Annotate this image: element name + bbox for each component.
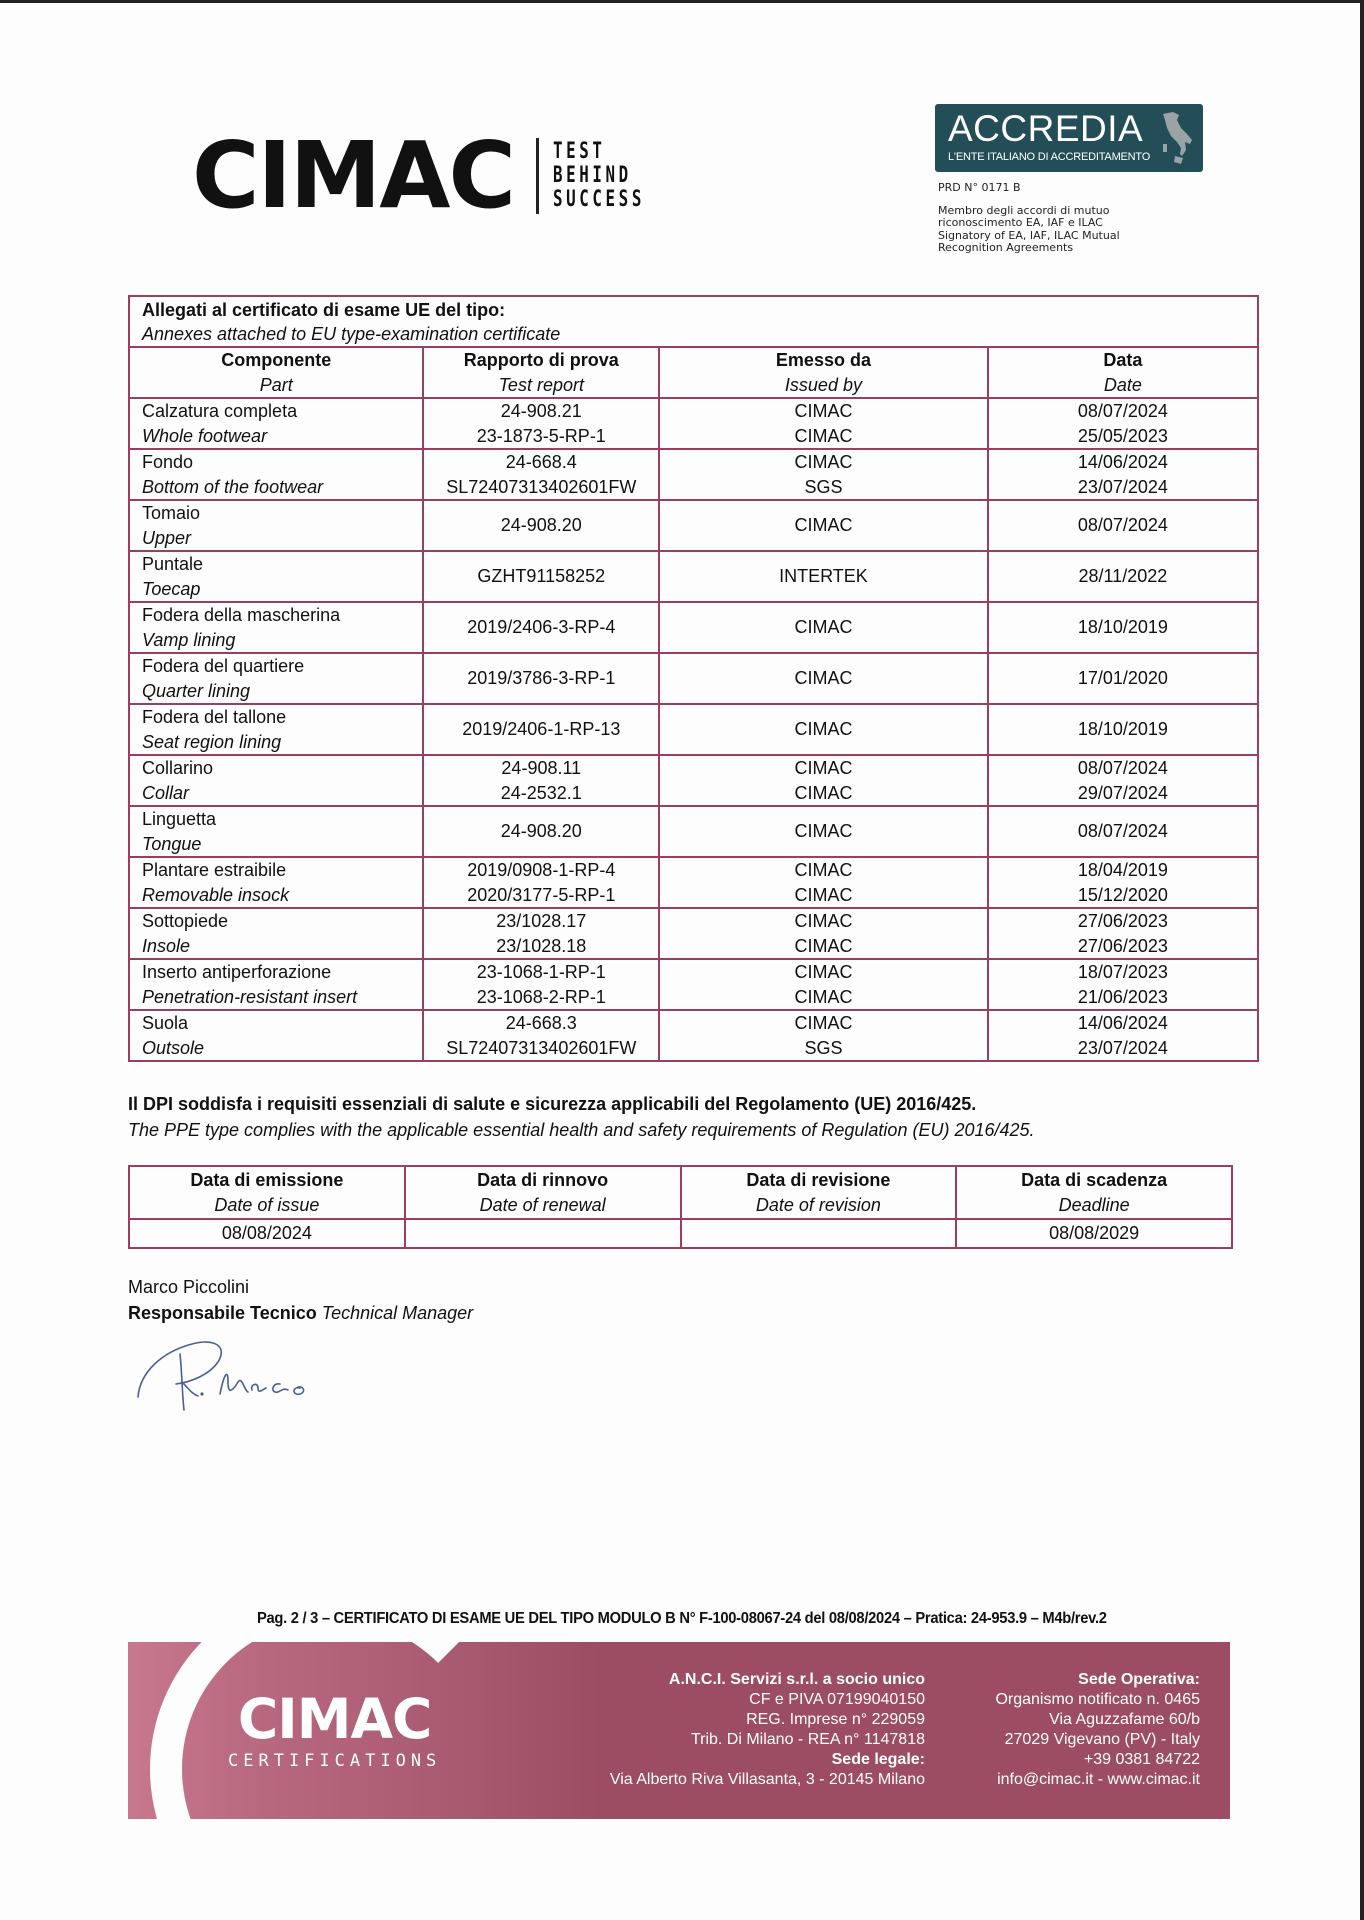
issuer-name: SGS	[804, 476, 843, 497]
issuer-name: CIMAC	[794, 758, 853, 778]
date-cell	[988, 806, 1258, 857]
test-report-number: 23/1028.17	[496, 911, 587, 931]
header-issue-date	[129, 1166, 405, 1219]
test-report-number: 24-908.20	[500, 515, 582, 536]
test-report-number: 24-908.21	[500, 401, 582, 421]
part-cell	[129, 653, 423, 704]
annex-header-row	[129, 347, 1258, 398]
header-en: Date of renewal	[479, 1194, 606, 1215]
part-name-it: Linguetta	[142, 809, 217, 829]
date-cell	[988, 551, 1258, 602]
issuer-name: CIMAC	[794, 452, 853, 472]
part-cell	[129, 806, 423, 857]
cimac-certifications-logo	[228, 1687, 442, 1771]
report-date: 15/12/2020	[1077, 884, 1168, 905]
date-cell	[988, 602, 1258, 653]
issuer-name: CIMAC	[794, 617, 853, 638]
header-en: Part	[259, 374, 293, 395]
header-it: Data di scadenza	[1021, 1170, 1168, 1190]
part-name-en: Penetration-resistant insert	[142, 986, 358, 1007]
test-report-number: 24-2532.1	[500, 782, 582, 803]
dates-header-row	[129, 1166, 1232, 1219]
operations-line: Organismo notificato n. 0465	[995, 1691, 1200, 1708]
operations-head: Sede Operativa:	[1078, 1671, 1200, 1688]
part-cell	[129, 551, 423, 602]
test-report-cell	[423, 398, 659, 449]
test-report-number: 24-668.3	[505, 1013, 577, 1033]
test-report-cell	[423, 857, 659, 908]
test-report-number: 2019/0908-1-RP-4	[467, 860, 616, 880]
part-name-it: Puntale	[142, 554, 204, 574]
part-name-en: Quarter lining	[142, 680, 251, 701]
signer-role-en: Technical Manager	[321, 1303, 474, 1323]
test-report-number: 24-668.4	[505, 452, 577, 472]
table-row	[129, 551, 1258, 602]
date-cell	[988, 704, 1258, 755]
part-name-it: Inserto antiperforazione	[142, 962, 332, 982]
report-date: 08/07/2024	[1077, 401, 1168, 421]
header-it: Rapporto di prova	[463, 350, 619, 370]
cimac-logo-word: CIMAC	[192, 122, 515, 229]
annex-caption-it: Allegati al certificato di esame UE del tipo:	[142, 300, 506, 320]
part-name-en: Whole footwear	[142, 425, 268, 446]
issuer-name: CIMAC	[794, 401, 853, 421]
issuer-cell	[659, 500, 988, 551]
date-cell	[988, 449, 1258, 500]
issuer-cell	[659, 704, 988, 755]
table-row	[129, 653, 1258, 704]
logo-divider	[536, 138, 539, 214]
signature-image	[132, 1332, 352, 1417]
test-report-number: 23-1873-5-RP-1	[476, 425, 606, 446]
prd-number: PRD N° 0171 B	[938, 181, 1021, 194]
banner-logo-word: CIMAC	[237, 1687, 432, 1751]
issuer-cell	[659, 653, 988, 704]
annex-caption	[129, 296, 1258, 347]
header-en: Deadline	[1058, 1194, 1130, 1215]
header-deadline	[956, 1166, 1232, 1219]
test-report-cell	[423, 908, 659, 959]
issuer-cell	[659, 398, 988, 449]
issuer-name: CIMAC	[794, 986, 853, 1007]
annex-caption-en: Annexes attached to EU type-examination certificate	[142, 323, 561, 344]
company-line: Trib. Di Milano - REA n° 1147818	[690, 1731, 925, 1748]
operations-line: 27029 Vigevano (PV) - Italy	[1004, 1731, 1200, 1748]
signer-block	[128, 1274, 473, 1326]
issuer-cell	[659, 908, 988, 959]
issuer-cell	[659, 857, 988, 908]
annex-body	[129, 398, 1258, 1061]
window-scrollbar[interactable]	[1360, 0, 1364, 1920]
test-report-cell	[423, 806, 659, 857]
part-cell	[129, 857, 423, 908]
issuer-name: CIMAC	[794, 515, 853, 536]
part-name-en: Vamp lining	[142, 629, 236, 650]
compliance-en: The PPE type complies with the applicable essential health and safety requirements of Regulation (EU) 2016/425.	[128, 1120, 1035, 1140]
window-top-border	[0, 0, 1364, 3]
report-date: 08/07/2024	[1077, 515, 1168, 536]
operations-contact-link[interactable]: info@cimac.it - www.cimac.it	[997, 1771, 1200, 1788]
issuer-name: CIMAC	[794, 935, 853, 956]
report-date: 08/07/2024	[1077, 821, 1168, 842]
report-date: 17/01/2020	[1077, 668, 1168, 689]
signer-name: Marco Piccolini	[128, 1277, 250, 1297]
part-name-en: Collar	[142, 782, 190, 803]
page-footer-text: Pag. 2 / 3 – CERTIFICATO DI ESAME UE DEL TIPO MODULO B N° F-100-08067-24 del 08/08/2024 – Pratica: 24-953.9 – M4b/rev.2	[257, 1610, 1107, 1627]
issuer-name: CIMAC	[794, 782, 853, 803]
date-cell	[988, 857, 1258, 908]
test-report-number: 23/1028.18	[496, 935, 587, 956]
operations-line: +39 0381 84722	[1083, 1751, 1200, 1768]
report-date: 18/07/2023	[1077, 962, 1168, 982]
tagline-line: SUCCESS	[553, 187, 645, 212]
renewal-date-value	[405, 1219, 681, 1248]
signer-role	[128, 1300, 473, 1326]
issue-date-value: 08/08/2024	[129, 1219, 405, 1248]
issuer-name: CIMAC	[794, 821, 853, 842]
italy-map-icon	[1159, 110, 1195, 166]
accredia-subtitle: L'ENTE ITALIANO DI ACCREDITAMENTO	[948, 151, 1151, 163]
issuer-cell	[659, 1010, 988, 1061]
test-report-number: 2020/3177-5-RP-1	[467, 884, 616, 905]
test-report-cell	[423, 602, 659, 653]
part-name-it: Calzatura completa	[142, 401, 298, 421]
table-row	[129, 857, 1258, 908]
header-renewal-date	[405, 1166, 681, 1219]
table-row	[129, 602, 1258, 653]
header-en: Date of revision	[755, 1194, 881, 1215]
test-report-number: 24-908.11	[501, 758, 582, 778]
accredia-info-line: riconoscimento EA, IAF e ILAC	[938, 216, 1103, 229]
issuer-cell	[659, 449, 988, 500]
test-report-cell	[423, 959, 659, 1010]
report-date: 14/06/2024	[1077, 1013, 1168, 1033]
part-name-it: Fodera della mascherina	[142, 605, 341, 625]
header-it: Componente	[221, 350, 332, 370]
report-date: 18/10/2019	[1077, 719, 1168, 740]
accredia-name: ACCREDIA	[948, 108, 1144, 149]
part-name-en: Upper	[142, 527, 192, 548]
report-date: 29/07/2024	[1077, 782, 1168, 803]
annex-caption-row	[129, 296, 1258, 347]
report-date: 21/06/2023	[1077, 986, 1168, 1007]
legal-head: Sede legale:	[831, 1751, 925, 1768]
part-name-it: Fondo	[142, 452, 194, 472]
report-date: 23/07/2024	[1077, 1037, 1168, 1058]
legal-address: Via Alberto Riva Villasanta, 3 - 20145 Milano	[609, 1771, 925, 1788]
part-cell	[129, 602, 423, 653]
report-date: 18/10/2019	[1077, 617, 1168, 638]
test-report-cell	[423, 449, 659, 500]
table-row	[129, 398, 1258, 449]
test-report-number: 2019/3786-3-RP-1	[467, 668, 616, 689]
report-date: 25/05/2023	[1077, 425, 1168, 446]
table-row	[129, 1010, 1258, 1061]
operations-address	[995, 1670, 1200, 1790]
test-report-number: 24-908.20	[500, 821, 582, 842]
test-report-cell	[423, 500, 659, 551]
table-row	[129, 704, 1258, 755]
test-report-number: SL72407313402601FW	[446, 476, 637, 497]
revision-date-value	[681, 1219, 957, 1248]
signer-role-it: Responsabile Tecnico	[128, 1303, 317, 1323]
accredia-info-line: Recognition Agreements	[938, 241, 1074, 254]
issuer-name: CIMAC	[794, 911, 853, 931]
issuer-cell	[659, 551, 988, 602]
part-name-it: Plantare estraibile	[142, 860, 287, 880]
test-report-number: 2019/2406-3-RP-4	[467, 617, 616, 638]
banner-logo-sub: CERTIFICATIONS	[228, 1751, 442, 1771]
date-cell	[988, 398, 1258, 449]
report-date: 27/06/2023	[1077, 911, 1168, 931]
header-it: Data di emissione	[190, 1170, 344, 1190]
cimac-logo	[192, 122, 681, 229]
date-cell	[988, 908, 1258, 959]
part-name-en: Toecap	[142, 578, 201, 599]
dates-table	[128, 1165, 1233, 1249]
test-report-cell	[423, 1010, 659, 1061]
issuer-cell	[659, 959, 988, 1010]
part-name-en: Outsole	[142, 1037, 205, 1058]
tagline-line: BEHIND	[553, 163, 632, 188]
compliance-statement	[128, 1091, 1035, 1143]
date-cell	[988, 959, 1258, 1010]
header-en: Issued by	[784, 374, 862, 395]
tagline-line: TEST	[553, 139, 606, 164]
logo-tagline	[553, 140, 645, 212]
accredia-logo	[935, 104, 1203, 172]
part-cell	[129, 704, 423, 755]
accredia-info-line: Membro degli accordi di mutuo	[938, 203, 1110, 217]
part-name-it: Suola	[142, 1013, 189, 1033]
part-name-it: Fodera del quartiere	[142, 656, 305, 676]
issuer-name: CIMAC	[794, 1013, 853, 1033]
issuer-cell	[659, 755, 988, 806]
part-cell	[129, 398, 423, 449]
test-report-number: 2019/2406-1-RP-13	[462, 719, 621, 740]
part-name-it: Collarino	[142, 758, 214, 778]
part-name-en: Removable insock	[142, 884, 290, 905]
test-report-cell	[423, 653, 659, 704]
part-cell	[129, 755, 423, 806]
header-it: Data di revisione	[746, 1170, 891, 1190]
header-it: Data di rinnovo	[477, 1170, 609, 1190]
header-it: Data	[1103, 350, 1143, 370]
page-footer-reference	[0, 1610, 1364, 1628]
date-cell	[988, 653, 1258, 704]
date-cell	[988, 1010, 1258, 1061]
header-issued-by	[659, 347, 988, 398]
issuer-name: CIMAC	[794, 962, 853, 982]
header-part	[129, 347, 423, 398]
compliance-it: Il DPI soddisfa i requisiti essenziali di salute e sicurezza applicabili del Regolamento (UE) 2016/425.	[128, 1094, 977, 1114]
date-cell	[988, 500, 1258, 551]
report-date: 28/11/2022	[1078, 566, 1168, 587]
issuer-cell	[659, 806, 988, 857]
part-cell	[129, 1010, 423, 1061]
company-line: REG. Imprese n° 229059	[746, 1711, 925, 1728]
test-report-number: GZHT91158252	[477, 566, 606, 587]
table-row	[129, 806, 1258, 857]
report-date: 14/06/2024	[1077, 452, 1168, 472]
header-en: Date of issue	[214, 1194, 320, 1215]
part-name-en: Tongue	[142, 833, 202, 854]
issuer-cell	[659, 602, 988, 653]
test-report-number: 23-1068-2-RP-1	[476, 986, 606, 1007]
header-en: Date	[1103, 374, 1142, 395]
part-cell	[129, 908, 423, 959]
deadline-value: 08/08/2029	[956, 1219, 1232, 1248]
footer-banner	[128, 1642, 1230, 1819]
issuer-name: SGS	[804, 1037, 843, 1058]
dates-value-row	[129, 1219, 1232, 1248]
table-row	[129, 908, 1258, 959]
annex-table	[128, 295, 1259, 1062]
part-name-en: Bottom of the footwear	[142, 476, 324, 497]
header-it: Emesso da	[775, 350, 871, 370]
part-cell	[129, 449, 423, 500]
issuer-name: INTERTEK	[779, 566, 868, 587]
test-report-cell	[423, 551, 659, 602]
report-date: 18/04/2019	[1077, 860, 1168, 880]
company-line: CF e PIVA 07199040150	[749, 1691, 925, 1708]
issuer-name: CIMAC	[794, 860, 853, 880]
issuer-name: CIMAC	[794, 425, 853, 446]
date-cell	[988, 755, 1258, 806]
issuer-name: CIMAC	[794, 668, 853, 689]
part-name-en: Insole	[142, 935, 191, 956]
accredia-info-line: Signatory of EA, IAF, ILAC Mutual	[938, 228, 1120, 242]
test-report-number: 23-1068-1-RP-1	[476, 962, 606, 982]
table-row	[129, 500, 1258, 551]
table-row	[129, 755, 1258, 806]
company-name: A.N.C.I. Servizi s.r.l. a socio unico	[668, 1671, 925, 1688]
company-address	[610, 1670, 925, 1790]
test-report-cell	[423, 755, 659, 806]
test-report-number: SL72407313402601FW	[446, 1037, 637, 1058]
report-date: 08/07/2024	[1077, 758, 1168, 778]
table-row	[129, 449, 1258, 500]
report-date: 27/06/2023	[1077, 935, 1168, 956]
issuer-name: CIMAC	[794, 719, 853, 740]
part-name-en: Seat region lining	[142, 731, 282, 752]
table-row	[129, 959, 1258, 1010]
header-revision-date	[681, 1166, 957, 1219]
issuer-name: CIMAC	[794, 884, 853, 905]
header-en: Test report	[498, 374, 584, 395]
report-date: 23/07/2024	[1077, 476, 1168, 497]
part-name-it: Fodera del tallone	[142, 707, 287, 727]
test-report-cell	[423, 704, 659, 755]
part-name-it: Sottopiede	[142, 911, 229, 931]
header-test-report	[423, 347, 659, 398]
part-cell	[129, 959, 423, 1010]
operations-line: Via Aguzzafame 60/b	[1049, 1711, 1200, 1728]
part-name-it: Tomaio	[142, 503, 201, 523]
part-cell	[129, 500, 423, 551]
header-date	[988, 347, 1258, 398]
accredia-info	[938, 182, 1120, 255]
